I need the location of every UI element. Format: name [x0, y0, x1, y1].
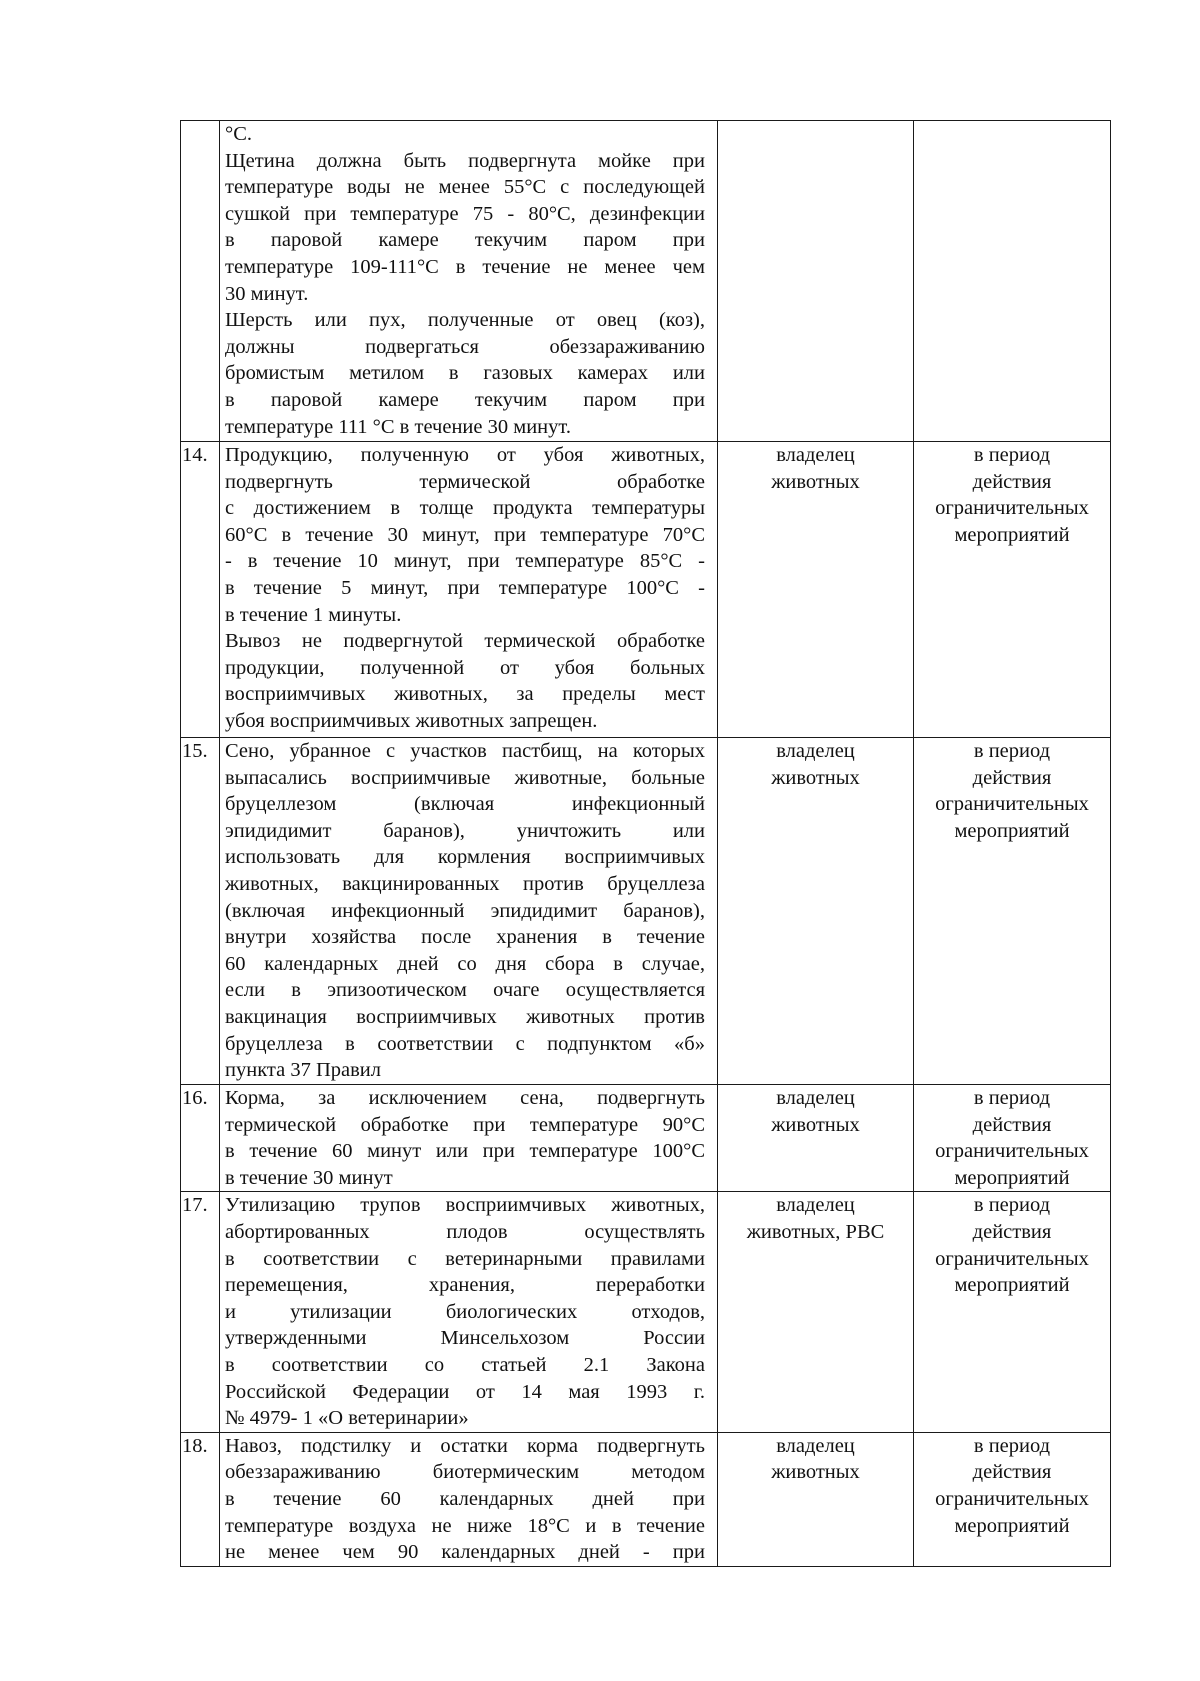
measure-text-cell — [220, 1085, 718, 1192]
period-line: в период — [973, 1194, 1051, 1217]
row-number: 16. — [181, 1085, 220, 1192]
measure-text-line: абортированных плодов осуществлять — [225, 1220, 705, 1243]
period-line: ограничительных — [935, 1487, 1089, 1510]
measures-table-body — [181, 121, 1111, 1567]
period-line: действия — [972, 1113, 1052, 1136]
period-line: мероприятий — [954, 523, 1070, 546]
row-number: 17. — [181, 1192, 220, 1432]
measure-text-line: если в эпизоотическом очаге осуществляется — [225, 979, 705, 1002]
measure-text-line: термической обработке при температуре 90°С — [225, 1113, 705, 1136]
period-line: ограничительных — [935, 497, 1089, 520]
measure-text-line: температуре 111 °С в течение 30 минут. — [225, 415, 571, 438]
measure-text-line: утвержденными Минсельхозом России — [225, 1327, 705, 1350]
measure-text-line: (включая инфекционный эпидидимит баранов), — [225, 899, 705, 922]
measure-text-line: в паровой камере текучим паром при — [225, 229, 705, 252]
measure-text-line: температуре 109-111°С в течение не менее чем — [225, 255, 705, 278]
measure-text-line: должны подвергаться обеззараживанию — [225, 335, 705, 358]
measure-text-line: в соответствии со статьей 2.1 Закона — [225, 1353, 705, 1376]
executor-line: владелец — [776, 740, 855, 762]
measure-text-line: сушкой при температуре 75 - 80°С, дезинфекции — [225, 202, 705, 225]
measure-text-line: в течение 60 календарных дней при — [225, 1487, 705, 1510]
measure-text-line: выпасались восприимчивые животные, больные — [225, 766, 705, 789]
measure-text-line: в соответствии с ветеринарными правилами — [225, 1247, 705, 1270]
measure-text-cell — [220, 1192, 718, 1432]
measure-text-line: Навоз, подстилку и остатки корма подвергнуть — [225, 1434, 705, 1457]
measure-text-cell — [220, 442, 718, 738]
period-line: мероприятий — [954, 1514, 1070, 1537]
executor-line: животных, РВС — [746, 1220, 885, 1243]
measure-text-line: 60 календарных дней со дня сбора в случае, — [225, 952, 705, 975]
measure-text-line: подвергнуть термической обработке — [225, 470, 705, 493]
measure-text-line: № 4979- 1 «О ветеринарии» — [225, 1407, 469, 1430]
period-line: действия — [972, 1220, 1052, 1243]
measure-text-line: Сено, убранное с участков пастбищ, на которых — [225, 740, 705, 762]
measure-text-line: обеззараживанию биотермическим методом — [225, 1461, 705, 1484]
table-row — [181, 1192, 1111, 1432]
period-line: в период — [973, 1087, 1051, 1109]
measure-text-line: в течение 1 минуты. — [225, 603, 402, 626]
period-line: мероприятий — [954, 819, 1070, 842]
measure-text-line: температуре воздуха не ниже 18°С и в течение — [225, 1514, 705, 1537]
executor-cell — [718, 738, 914, 1085]
measure-text-line: и утилизации биологических отходов, — [225, 1300, 705, 1323]
executor-line: животных — [771, 766, 860, 789]
table-row — [181, 121, 1111, 442]
measure-text-line: температуре воды не менее 55°С с последующей — [225, 176, 705, 199]
row-number: 15. — [181, 738, 220, 1085]
period-line: действия — [972, 1461, 1052, 1484]
measure-text-line: с достижением в толще продукта температуры — [225, 497, 705, 520]
measure-text-line: эпидидимит баранов), уничтожить или — [225, 819, 705, 842]
executor-line: животных — [771, 470, 860, 493]
period-line: мероприятий — [954, 1274, 1070, 1297]
period-cell — [914, 1085, 1111, 1192]
executor-line: владелец — [776, 1194, 855, 1217]
measure-text-cell — [220, 738, 718, 1085]
measure-text-line: перемещения, хранения, переработки — [225, 1274, 705, 1297]
measure-text-line: внутри хозяйства после хранения в течение — [225, 926, 705, 949]
period-line: ограничительных — [935, 1140, 1089, 1163]
period-cell — [914, 442, 1111, 738]
period-line: действия — [972, 766, 1052, 789]
measures-table — [180, 120, 1111, 1567]
measure-text-cell — [220, 121, 718, 442]
measure-text-line: в паровой камере текучим паром при — [225, 388, 705, 411]
row-number: 14. — [181, 442, 220, 738]
measure-text-line: 30 минут. — [225, 282, 309, 305]
measure-text-line: продукции, полученной от убоя больных — [225, 656, 705, 679]
period-line: в период — [973, 1434, 1051, 1457]
measure-text-line: не менее чем 90 календарных дней - при — [225, 1541, 705, 1564]
executor-line: животных — [771, 1461, 860, 1484]
period-cell — [914, 121, 1111, 442]
table-row — [181, 1432, 1111, 1566]
table-row — [181, 442, 1111, 738]
row-number: 18. — [181, 1432, 220, 1566]
period-line: в период — [973, 444, 1051, 466]
executor-line: владелец — [776, 444, 855, 466]
row-number — [181, 121, 220, 442]
period-cell — [914, 1192, 1111, 1432]
measure-text-line: в течение 5 минут, при температуре 100°С - — [225, 576, 705, 599]
measure-text-line: Щетина должна быть подвергнута мойке при — [225, 149, 705, 172]
measure-text-line: использовать для кормления восприимчивых — [225, 846, 705, 869]
measure-text-line: Продукцию, полученную от убоя животных, — [225, 444, 705, 466]
period-line: ограничительных — [935, 1247, 1089, 1270]
table-row — [181, 738, 1111, 1085]
executor-line: владелец — [776, 1434, 855, 1457]
executor-line: животных — [771, 1113, 860, 1136]
measure-text-line: 60°С в течение 30 минут, при температуре 70°С — [225, 523, 705, 546]
period-line: действия — [972, 470, 1052, 493]
period-cell — [914, 738, 1111, 1085]
measure-text-line: Российской Федерации от 14 мая 1993 г. — [225, 1380, 705, 1403]
measure-text-line: бромистым метилом в газовых камерах или — [225, 362, 705, 385]
measure-text-line: - в течение 10 минут, при температуре 85°С - — [225, 550, 705, 573]
executor-cell — [718, 121, 914, 442]
period-cell — [914, 1432, 1111, 1566]
measure-text-line: вакцинация восприимчивых животных против — [225, 1005, 705, 1028]
measure-text-line: °С. — [225, 123, 252, 145]
executor-cell — [718, 1432, 914, 1566]
measure-text-line: бруцеллезом (включая инфекционный — [225, 793, 705, 816]
measure-text-line: бруцеллеза в соответствии с подпунктом «б» — [225, 1032, 705, 1055]
table-row — [181, 1085, 1111, 1192]
executor-cell — [718, 1085, 914, 1192]
period-line: ограничительных — [935, 793, 1089, 816]
measure-text-line: пункта 37 Правил — [225, 1059, 381, 1082]
measure-text-line: Корма, за исключением сена, подвергнуть — [225, 1087, 705, 1109]
measure-text-line: Шерсть или пух, полученные от овец (коз), — [225, 309, 705, 332]
measure-text-line: Вывоз не подвергнутой термической обработке — [225, 630, 705, 653]
measure-text-line: животных, вакцинированных против бруцеллеза — [225, 872, 705, 895]
measure-text-line: в течение 30 минут — [225, 1166, 393, 1189]
period-line: в период — [973, 740, 1051, 762]
period-line: мероприятий — [954, 1166, 1070, 1189]
measure-text-cell — [220, 1432, 718, 1566]
executor-line: владелец — [776, 1087, 855, 1109]
measure-text-line: убоя восприимчивых животных запрещен. — [225, 709, 598, 732]
measure-text-line: восприимчивых животных, за пределы мест — [225, 683, 705, 706]
executor-cell — [718, 1192, 914, 1432]
measure-text-line: Утилизацию трупов восприимчивых животных, — [225, 1194, 705, 1217]
executor-cell — [718, 442, 914, 738]
measure-text-line: в течение 60 минут или при температуре 100°С — [225, 1140, 705, 1163]
